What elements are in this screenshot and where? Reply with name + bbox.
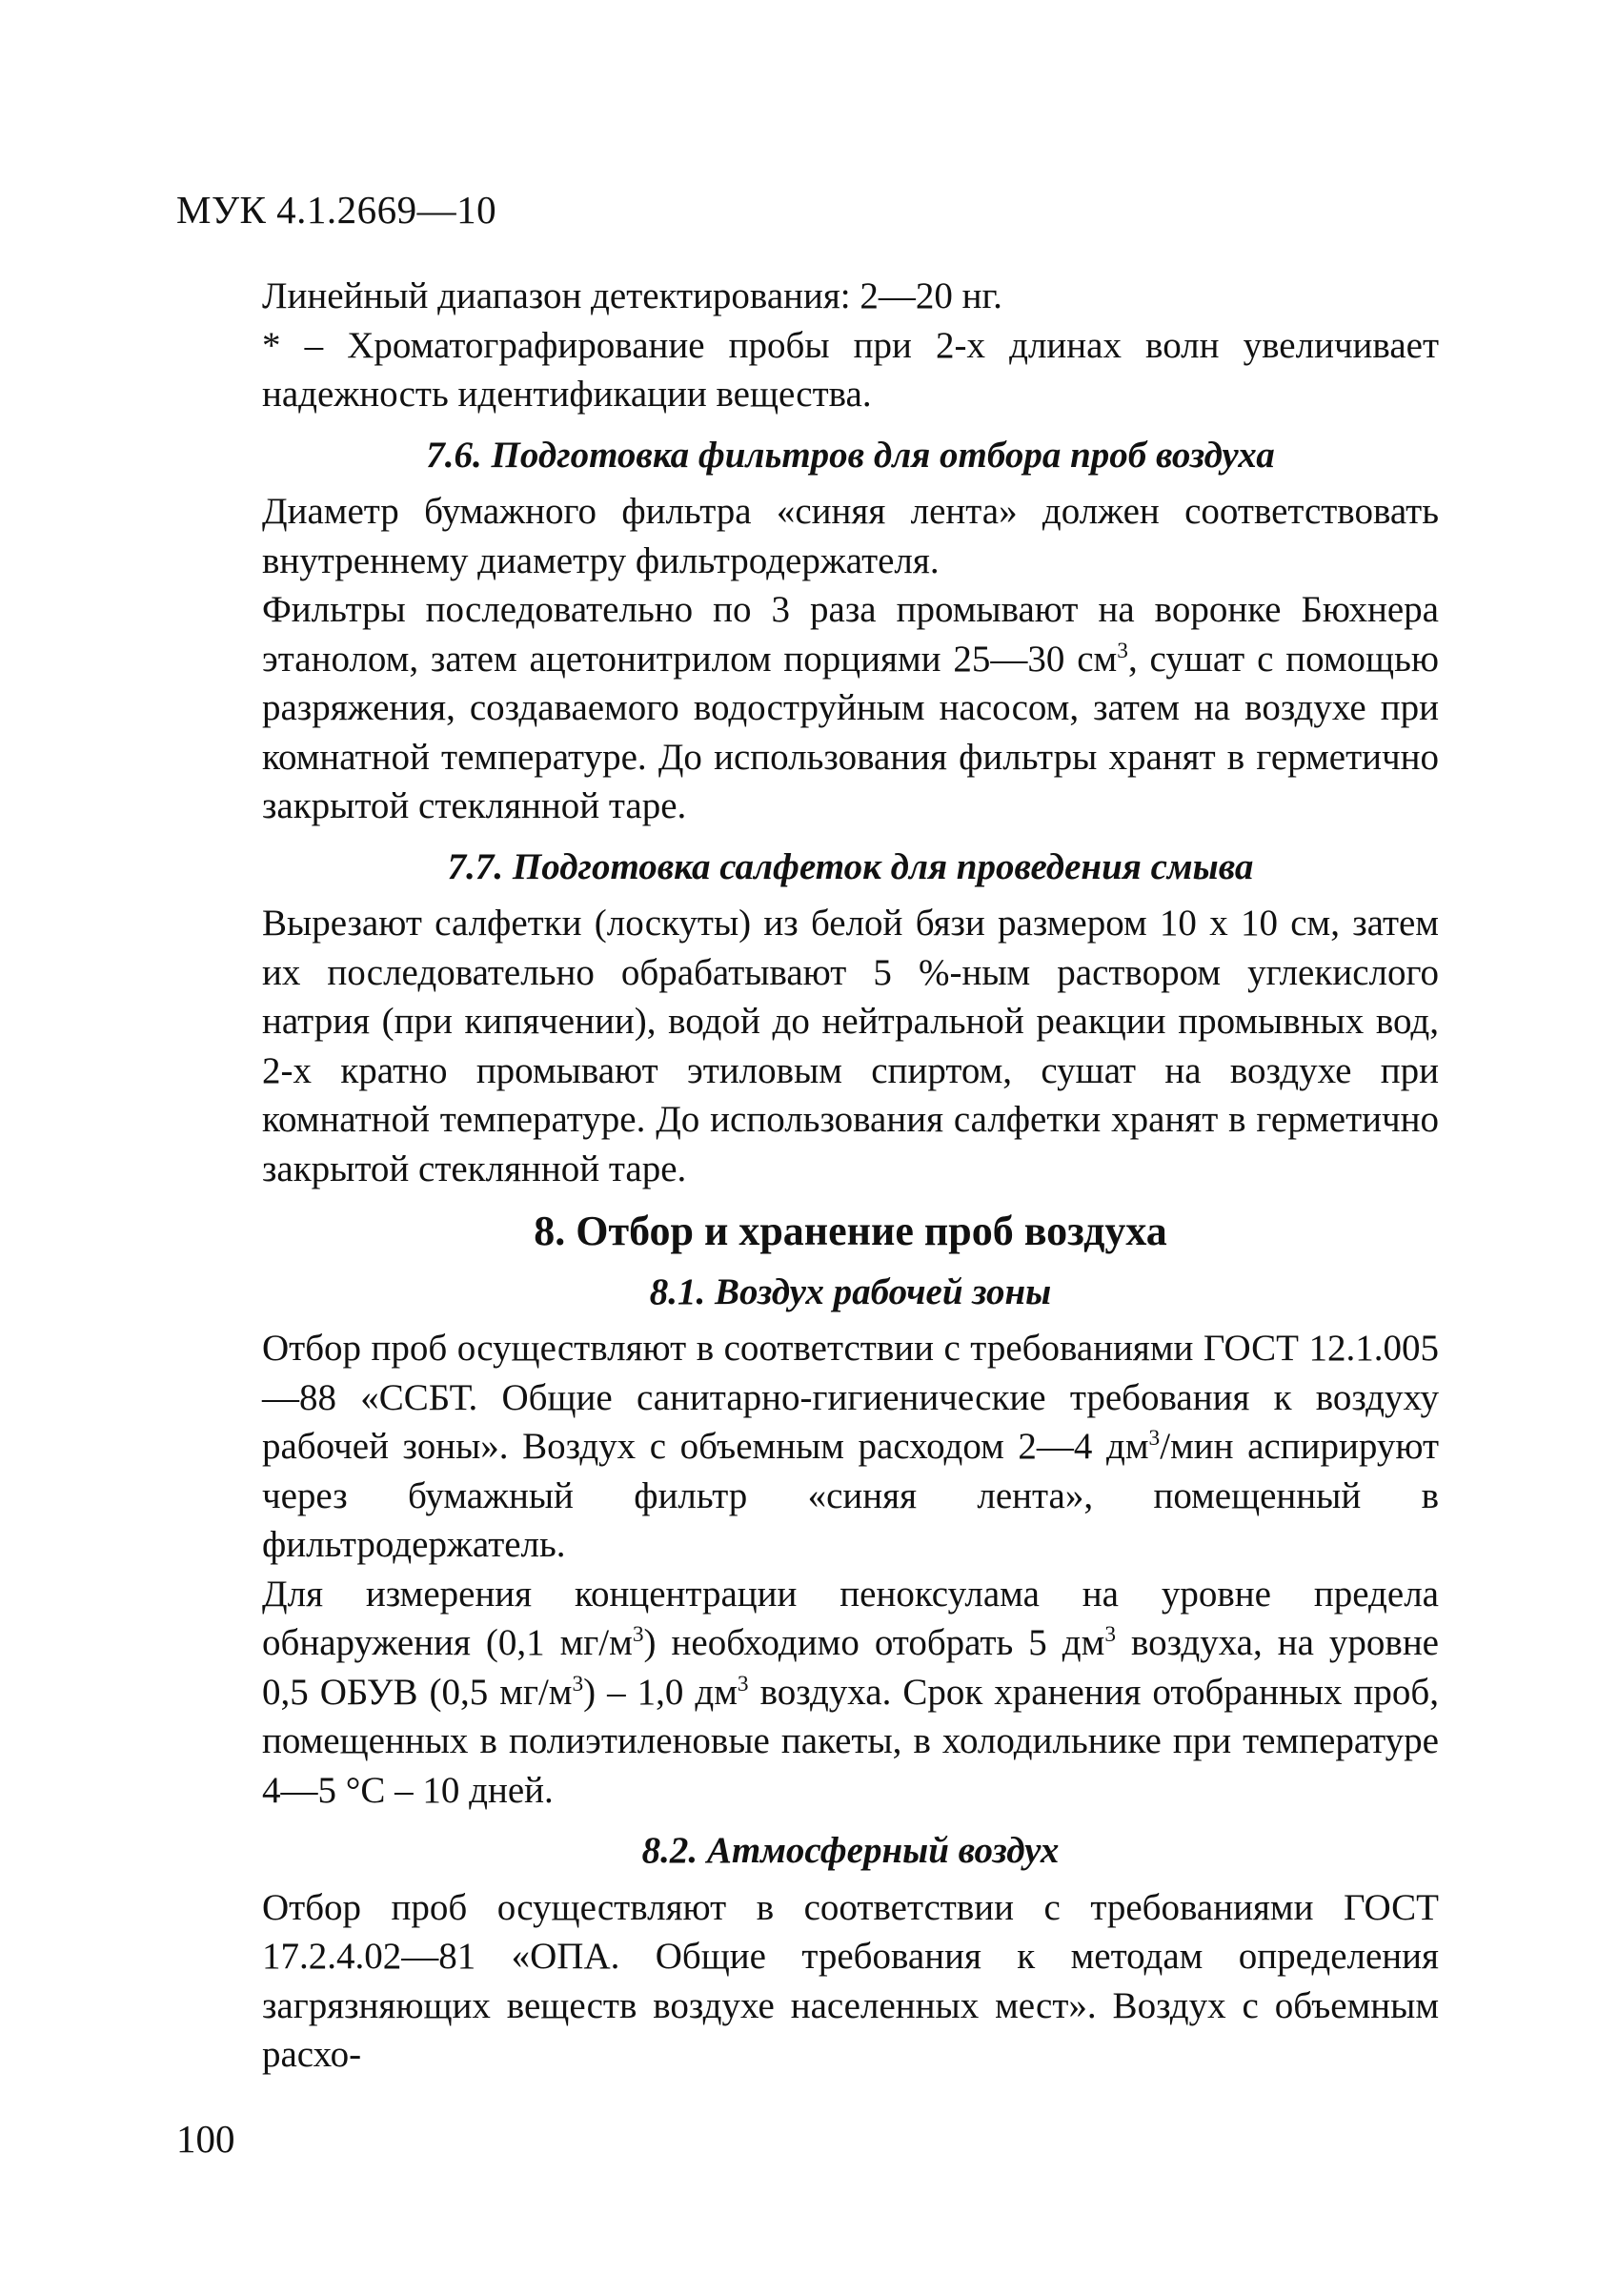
paragraph-detection-range: Линейный диапазон детектирования: 2—20 нг.: [262, 275, 1002, 316]
text-segment: ) необходимо отобрать 5 дм: [643, 1622, 1105, 1663]
superscript: 3: [1117, 638, 1128, 663]
text-segment: Отбор проб осуществляют в соответствии с требованиями ГОСТ 12.1.005—88 «ССБТ. Общие санитарно-гигиенические требования к воздуху рабочей зоны». Воздух с объемным расходом 2—4 дм: [262, 1328, 1439, 1467]
heading-section-8: 8. Отбор и хранение проб воздуха: [534, 1208, 1167, 1254]
paragraph-8-1-1: [262, 1324, 1439, 1570]
document-code-header: МУК 4.1.2669—10: [176, 188, 497, 232]
heading-7-7: 7.7. Подготовка салфеток для проведения смыва: [447, 845, 1254, 887]
superscript: 3: [1104, 1622, 1117, 1647]
superscript: 3: [572, 1671, 584, 1697]
text-segment: Для измерения концентрации пеноксулама на уровне предела обнаружения (0,1 мг/м: [262, 1573, 1439, 1663]
page-number: 100: [176, 2117, 235, 2161]
paragraph-8-1-2: [262, 1570, 1439, 1816]
paragraph-7-6-2: [262, 585, 1439, 831]
heading-8-1: 8.1. Воздух рабочей зоны: [649, 1270, 1052, 1312]
paragraph-8-2-1: Отбор проб осуществляют в соответствии с требованиями ГОСТ 17.2.4.02—81 «ОПА. Общие требования к методам определения загрязняющих веществ воздухе населенных мест». Воздух с объемным расхо-: [262, 1886, 1439, 2075]
text-segment: Фильтры последовательно по 3 раза промывают на воронке Бюхнера этанолом, затем ацетонитрилом порциями 25—30 см: [262, 589, 1439, 680]
paragraph-7-6-1: Диаметр бумажного фильтра «синяя лента» должен соответствовать внутреннему диаметру фильтродержателя.: [262, 491, 1439, 581]
superscript: 3: [1148, 1426, 1161, 1451]
paragraph-footnote: [262, 321, 1439, 419]
superscript: 3: [737, 1671, 749, 1697]
text-segment: воздуха, на уровне 0,5 ОБУВ (0,5 мг/м: [262, 1622, 1439, 1713]
paragraph-7-7-1: Вырезают салфетки (лоскуты) из белой бязи размером 10 x 10 см, затем их последовательно обрабатывают 5 %-ным раствором углекислого натрия (при кипячении), водой до нейтральной реакции промывных вод, 2-х кратно промывают этиловым спиртом, сушат на воздухе при комнатной температуре. До использования салфетки хранят в герметично закрытой стеклянной таре.: [262, 903, 1439, 1189]
heading-7-6: 7.6. Подготовка фильтров для отбора проб воздуха: [426, 434, 1275, 476]
text-segment: ) – 1,0 дм: [583, 1671, 738, 1713]
text-segment: , сушат с помощью разряжения, создаваемого водоструйным насосом, затем на воздухе при комнатной температуре. До использования фильтры хранят в герметично закрытой стеклянной таре.: [262, 638, 1439, 826]
heading-8-2: 8.2. Атмосферный воздух: [641, 1830, 1060, 1871]
text-segment: /мин аспирируют через бумажный фильтр «синяя лента», помещенный в фильтродержатель.: [262, 1426, 1439, 1565]
superscript: 3: [632, 1622, 644, 1647]
footnote-text: * – Хроматографирование пробы при 2-х длинах волн увеличивает надежность идентификации вещества.: [262, 324, 1439, 415]
page-body: [262, 272, 1439, 2080]
text-segment: воздуха. Срок хранения отобранных проб, помещенных в полиэтиленовые пакеты, в холодильнике при температуре 4—5 °С – 10 дней.: [262, 1671, 1439, 1811]
